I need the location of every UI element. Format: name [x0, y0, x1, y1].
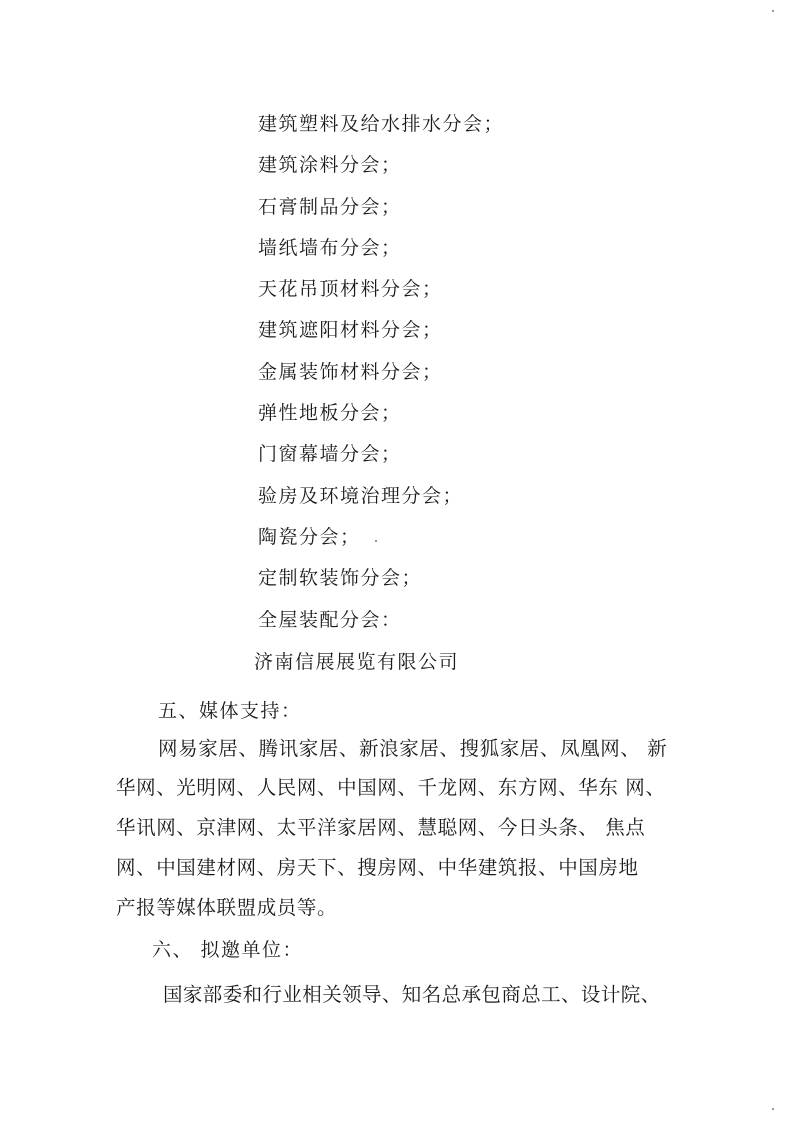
branch-item: 建筑遮阳材料分会； — [258, 319, 443, 342]
branch-item: 定制软装饰分会； — [258, 567, 423, 590]
paragraph-line: 华网、光明网、人民网、中国网、千龙网、东方网、华东 网、 — [116, 776, 666, 799]
invited-units-heading: 六、 拟邀单位： — [152, 939, 304, 961]
paragraph-line: 产报等媒体联盟成员等。 — [116, 896, 338, 919]
branch-item: 验房及环境治理分会； — [258, 484, 464, 507]
branch-item: 建筑塑料及给水排水分会； — [258, 113, 505, 135]
media-support-heading: 五、媒体支持： — [158, 700, 302, 722]
branch-item: 建筑涂料分会； — [258, 154, 402, 177]
branch-item: 金属装饰材料分会； — [258, 360, 443, 383]
paragraph-line: 网易家居、腾讯家居、新浪家居、搜狐家居、凤凰网、 新 — [158, 737, 668, 760]
branch-item: 弹性地板分会； — [258, 402, 402, 425]
paragraph-line: 华讯网、京津网、太平洋家居网、慧聪网、今日头条、 焦点 — [116, 816, 646, 839]
branch-item: 墙纸墙布分会； — [258, 236, 402, 259]
paragraph-line: 国家部委和行业相关领导、知名总承包商总工、设计院、 — [163, 983, 661, 1006]
scan-speck — [772, 10, 774, 12]
branch-item: 石膏制品分会； — [258, 195, 402, 218]
scan-speck — [375, 540, 377, 542]
branch-item: 门窗幕墙分会； — [258, 443, 402, 466]
branch-list — [258, 104, 504, 641]
branch-item: 全屋装配分会： — [258, 608, 402, 631]
branch-item: 天花吊顶材料分会； — [258, 278, 443, 301]
paragraph-line: 网、中国建材网、房天下、搜房网、中华建筑报、中国房地 — [116, 856, 639, 879]
organizer-name: 济南信展展览有限公司 — [254, 651, 460, 673]
scan-speck — [772, 1108, 774, 1110]
branch-item: 陶瓷分会； — [258, 525, 361, 548]
